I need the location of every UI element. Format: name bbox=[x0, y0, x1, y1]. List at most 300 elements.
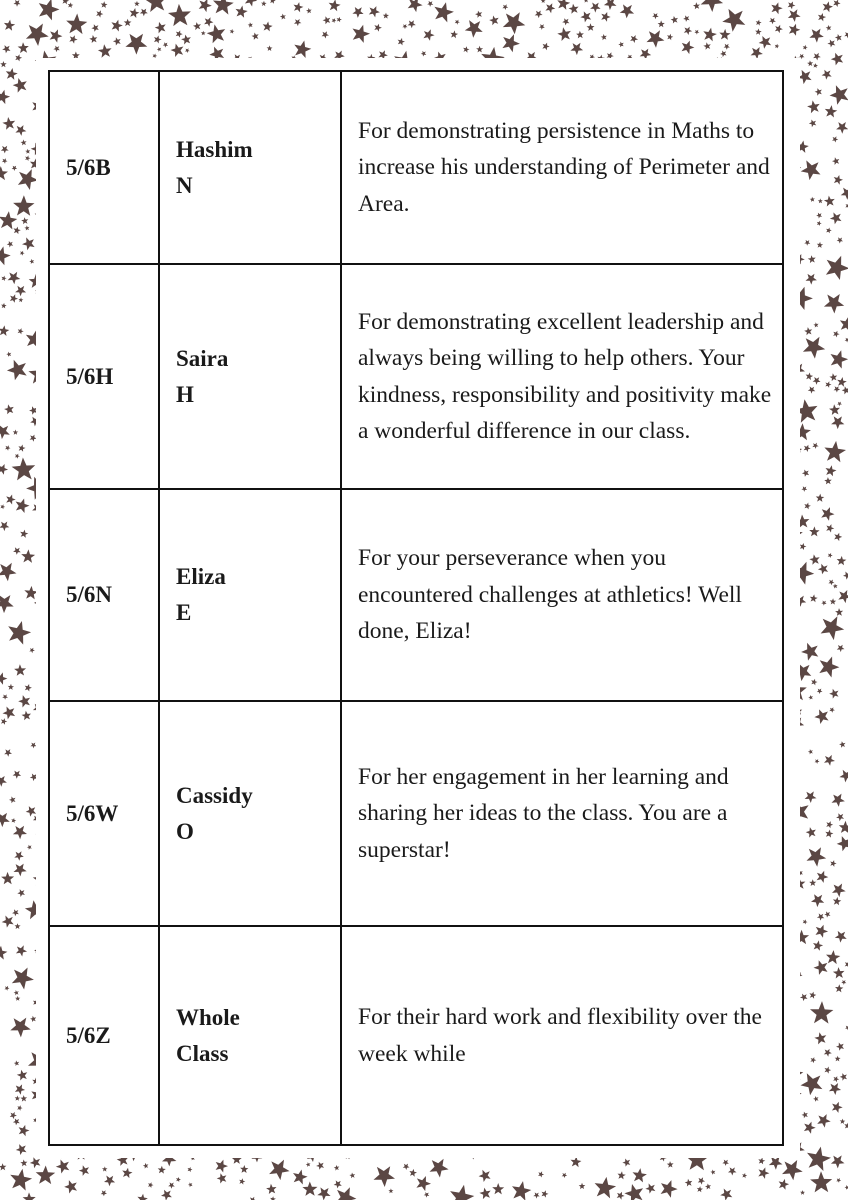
star-icon bbox=[79, 1165, 89, 1176]
student-name-cell bbox=[159, 926, 341, 1145]
award-row-5-6w bbox=[49, 701, 783, 926]
star-icon bbox=[489, 16, 499, 26]
star-icon bbox=[168, 4, 191, 26]
star-icon bbox=[811, 679, 817, 686]
star-icon bbox=[803, 919, 808, 924]
star-icon bbox=[617, 1192, 625, 1200]
star-icon bbox=[618, 1171, 626, 1179]
star-icon bbox=[810, 197, 815, 202]
star-icon bbox=[810, 1171, 832, 1192]
star-icon bbox=[782, 1160, 803, 1180]
star-icon bbox=[758, 1167, 769, 1179]
star-icon bbox=[533, 1192, 539, 1198]
star-icon bbox=[542, 43, 549, 51]
star-icon bbox=[758, 1157, 765, 1164]
star-icon bbox=[293, 1170, 308, 1185]
star-icon bbox=[294, 2, 304, 12]
student-last-initial: O bbox=[176, 818, 194, 844]
star-icon bbox=[20, 530, 28, 538]
star-icon bbox=[829, 373, 837, 381]
star-icon bbox=[542, 1190, 549, 1197]
star-icon bbox=[145, 0, 168, 12]
star-icon bbox=[809, 554, 819, 564]
star-icon bbox=[91, 24, 98, 32]
star-icon bbox=[188, 1182, 193, 1187]
star-icon bbox=[98, 44, 112, 58]
star-icon bbox=[755, 29, 762, 36]
star-icon bbox=[803, 45, 808, 50]
star-icon bbox=[812, 443, 818, 449]
star-icon bbox=[383, 13, 389, 19]
star-icon bbox=[13, 78, 27, 93]
star-icon bbox=[818, 564, 828, 575]
star-icon bbox=[270, 1196, 276, 1200]
star-icon bbox=[294, 41, 311, 59]
star-icon bbox=[14, 664, 26, 676]
star-icon bbox=[424, 1192, 430, 1198]
student-last-initial: N bbox=[176, 172, 193, 198]
star-icon bbox=[13, 771, 22, 779]
star-icon bbox=[698, 1177, 705, 1184]
star-icon bbox=[817, 871, 829, 883]
star-icon bbox=[645, 1183, 655, 1193]
award-message-cell: For demonstrating excellent leadership and always being willing to help others. Your kindness, responsibility and positivity make a wonderful difference in our class. bbox=[341, 264, 783, 489]
star-icon bbox=[20, 1095, 27, 1102]
star-icon bbox=[199, 0, 212, 12]
star-icon bbox=[821, 507, 834, 521]
star-icon bbox=[801, 643, 818, 661]
star-icon bbox=[816, 494, 825, 502]
star-icon bbox=[39, 0, 60, 20]
star-icon bbox=[824, 294, 844, 314]
star-icon bbox=[541, 0, 546, 3]
star-icon bbox=[24, 225, 29, 230]
star-icon bbox=[804, 327, 812, 335]
star-icon bbox=[13, 430, 18, 435]
star-icon bbox=[124, 19, 132, 26]
star-icon bbox=[421, 51, 427, 57]
star-icon bbox=[369, 6, 380, 17]
star-icon bbox=[143, 1163, 149, 1169]
star-icon bbox=[4, 20, 15, 31]
star-icon bbox=[817, 242, 823, 248]
star-icon bbox=[809, 29, 823, 43]
star-icon bbox=[839, 821, 848, 834]
star-icon bbox=[845, 338, 848, 343]
star-icon bbox=[803, 337, 825, 359]
star-icon bbox=[728, 1167, 737, 1175]
star-icon bbox=[450, 30, 458, 38]
star-icon bbox=[21, 140, 27, 146]
star-icon bbox=[15, 996, 20, 1001]
star-icon bbox=[840, 1119, 846, 1124]
star-icon bbox=[535, 11, 543, 19]
star-icon bbox=[6, 352, 11, 357]
star-icon bbox=[430, 1159, 449, 1178]
star-icon bbox=[587, 23, 595, 31]
star-icon bbox=[163, 42, 168, 47]
star-icon bbox=[805, 791, 817, 803]
star-icon bbox=[569, 4, 579, 14]
star-icon bbox=[416, 1176, 431, 1191]
star-icon bbox=[801, 1073, 823, 1095]
star-icon bbox=[667, 34, 673, 41]
star-icon bbox=[836, 1043, 844, 1051]
star-icon bbox=[816, 213, 822, 219]
star-icon bbox=[826, 465, 837, 476]
star-icon bbox=[834, 386, 841, 392]
award-message-cell: For her engagement in her learning and sharing her ideas to the class. You are a superstar! bbox=[341, 701, 783, 926]
star-icon bbox=[267, 45, 273, 51]
star-icon bbox=[0, 946, 7, 960]
star-icon bbox=[818, 198, 823, 203]
star-icon bbox=[181, 35, 191, 45]
star-icon bbox=[68, 2, 74, 8]
star-icon bbox=[661, 1180, 678, 1198]
star-icon bbox=[329, 0, 341, 11]
star-icon bbox=[815, 759, 820, 764]
star-icon bbox=[806, 827, 816, 838]
star-icon bbox=[844, 1122, 848, 1129]
star-icon bbox=[831, 1155, 845, 1168]
star-icon bbox=[168, 1182, 175, 1188]
star-icon bbox=[813, 63, 818, 68]
star-icon bbox=[813, 322, 818, 327]
star-icon bbox=[20, 1160, 27, 1167]
student-last-initial: Class bbox=[176, 1040, 229, 1066]
star-icon bbox=[824, 196, 835, 207]
star-icon bbox=[828, 553, 833, 558]
star-icon bbox=[821, 616, 845, 640]
star-icon bbox=[21, 217, 28, 224]
student-last-initial: H bbox=[176, 381, 194, 407]
student-name-cell bbox=[159, 71, 341, 264]
star-icon bbox=[833, 1076, 839, 1082]
star-icon bbox=[830, 598, 837, 604]
star-icon bbox=[323, 16, 331, 24]
star-icon bbox=[1, 872, 14, 884]
star-icon bbox=[158, 1166, 166, 1174]
star-icon bbox=[13, 195, 34, 215]
star-icon bbox=[807, 1147, 831, 1171]
star-icon bbox=[830, 860, 836, 867]
star-icon bbox=[788, 2, 796, 10]
star-icon bbox=[840, 1073, 847, 1081]
star-icon bbox=[2, 158, 8, 164]
star-icon bbox=[825, 105, 838, 117]
star-icon bbox=[15, 286, 26, 297]
star-icon bbox=[294, 19, 301, 26]
star-icon bbox=[804, 1122, 816, 1134]
star-icon bbox=[16, 945, 27, 956]
star-icon bbox=[590, 3, 601, 13]
star-icon bbox=[840, 317, 848, 332]
star-icon bbox=[624, 1184, 643, 1200]
star-icon bbox=[833, 0, 840, 7]
star-icon bbox=[26, 806, 36, 817]
star-icon bbox=[724, 44, 730, 50]
star-icon bbox=[22, 237, 35, 250]
class-cell: 5/6H bbox=[49, 264, 159, 489]
star-icon bbox=[14, 864, 27, 877]
star-icon bbox=[0, 522, 9, 532]
student-first-name: Hashim bbox=[176, 136, 253, 162]
award-row-5-6z bbox=[49, 926, 783, 1145]
star-icon bbox=[280, 14, 286, 20]
star-icon bbox=[96, 10, 103, 17]
star-icon bbox=[601, 12, 610, 22]
star-icon bbox=[408, 0, 423, 12]
star-icon bbox=[0, 672, 7, 684]
star-icon bbox=[807, 100, 820, 113]
star-icon bbox=[374, 24, 382, 32]
star-icon bbox=[804, 445, 811, 452]
star-icon bbox=[835, 984, 843, 992]
star-icon bbox=[25, 684, 32, 692]
star-icon bbox=[538, 1171, 544, 1177]
star-icon bbox=[829, 404, 840, 415]
star-icon bbox=[15, 1084, 25, 1094]
star-icon bbox=[842, 386, 848, 394]
star-icon bbox=[831, 416, 844, 429]
star-icon bbox=[788, 9, 801, 22]
star-icon bbox=[562, 1173, 568, 1178]
star-icon bbox=[479, 1188, 490, 1200]
award-message-cell: For their hard work and flexibility over the week while bbox=[341, 926, 783, 1145]
star-icon bbox=[831, 53, 843, 66]
star-icon bbox=[23, 1192, 36, 1200]
star-icon bbox=[817, 689, 823, 695]
star-icon bbox=[832, 136, 838, 142]
star-icon bbox=[2, 916, 14, 928]
star-icon bbox=[604, 0, 617, 10]
star-icon bbox=[841, 980, 846, 985]
star-icon bbox=[0, 61, 7, 67]
star-icon bbox=[813, 377, 821, 385]
star-icon bbox=[134, 1, 140, 6]
star-icon bbox=[802, 1112, 808, 1119]
star-icon bbox=[13, 826, 27, 840]
star-icon bbox=[831, 350, 848, 368]
star-icon bbox=[824, 755, 835, 766]
star-icon bbox=[12, 909, 19, 916]
star-icon bbox=[334, 1180, 342, 1188]
star-icon bbox=[809, 879, 816, 886]
star-icon bbox=[245, 0, 257, 7]
star-icon bbox=[823, 1, 833, 12]
star-icon bbox=[465, 20, 483, 38]
star-icon bbox=[53, 46, 59, 53]
star-icon bbox=[130, 8, 140, 18]
star-icon bbox=[839, 741, 845, 748]
star-icon bbox=[26, 24, 49, 47]
star-icon bbox=[217, 1173, 227, 1183]
star-icon bbox=[353, 25, 371, 43]
star-icon bbox=[388, 1188, 393, 1193]
star-icon bbox=[0, 813, 10, 827]
star-icon bbox=[557, 0, 570, 10]
star-icon bbox=[306, 8, 312, 14]
star-icon bbox=[30, 1157, 41, 1168]
star-icon bbox=[843, 572, 848, 580]
star-icon bbox=[13, 547, 21, 555]
star-icon bbox=[207, 24, 226, 43]
star-icon bbox=[14, 1060, 19, 1066]
star-icon bbox=[827, 40, 835, 48]
star-icon bbox=[816, 925, 829, 938]
star-icon bbox=[0, 90, 10, 104]
star-icon bbox=[839, 770, 848, 783]
star-icon bbox=[15, 454, 20, 459]
star-icon bbox=[512, 1181, 531, 1200]
star-icon bbox=[703, 42, 711, 50]
star-icon bbox=[1, 303, 7, 309]
star-icon bbox=[374, 1166, 396, 1187]
star-icon bbox=[837, 645, 845, 652]
star-icon bbox=[0, 464, 8, 475]
star-icon bbox=[14, 227, 21, 235]
star-icon bbox=[16, 499, 30, 514]
star-icon bbox=[771, 2, 782, 14]
star-icon bbox=[825, 381, 831, 388]
star-icon bbox=[29, 259, 34, 264]
star-icon bbox=[66, 14, 87, 35]
student-first-name: Cassidy bbox=[176, 782, 253, 808]
star-icon bbox=[113, 37, 121, 45]
star-icon bbox=[756, 20, 762, 26]
star-icon bbox=[89, 35, 97, 43]
star-icon bbox=[826, 950, 840, 964]
star-icon bbox=[492, 1183, 504, 1194]
star-icon bbox=[18, 445, 25, 452]
star-icon bbox=[427, 1, 433, 7]
star-icon bbox=[835, 931, 847, 943]
star-icon bbox=[759, 36, 772, 49]
star-icon bbox=[583, 0, 588, 3]
star-icon bbox=[266, 1184, 276, 1194]
star-icon bbox=[811, 894, 824, 907]
star-icon bbox=[808, 749, 813, 754]
star-icon bbox=[11, 818, 16, 823]
star-icon bbox=[155, 22, 166, 34]
star-icon bbox=[571, 1156, 582, 1167]
star-icon bbox=[322, 31, 329, 38]
star-icon bbox=[697, 1186, 703, 1192]
star-icon bbox=[0, 246, 11, 265]
star-icon bbox=[14, 990, 19, 995]
class-cell: 5/6N bbox=[49, 489, 159, 701]
star-icon bbox=[683, 15, 689, 22]
star-icon bbox=[252, 33, 259, 40]
star-icon bbox=[213, 0, 234, 15]
star-icon bbox=[239, 1178, 245, 1184]
star-icon bbox=[101, 1, 108, 8]
star-icon bbox=[402, 24, 407, 29]
star-icon bbox=[463, 46, 469, 53]
star-icon bbox=[20, 251, 25, 256]
star-icon bbox=[836, 1178, 841, 1183]
award-message-cell: For your perseverance when you encountered challenges at athletics! Well done, Eliza! bbox=[341, 489, 783, 701]
award-message-cell: For demonstrating persistence in Maths to increase his understanding of Perimeter and Area. bbox=[341, 71, 783, 264]
star-icon bbox=[800, 1190, 805, 1195]
star-icon bbox=[832, 794, 845, 807]
star-icon bbox=[789, 24, 800, 36]
star-icon bbox=[18, 42, 29, 53]
star-icon bbox=[248, 22, 253, 27]
star-icon bbox=[652, 13, 659, 19]
star-icon bbox=[832, 1102, 843, 1113]
star-icon bbox=[825, 1067, 832, 1074]
star-icon bbox=[25, 155, 30, 161]
star-icon bbox=[102, 1166, 108, 1171]
star-icon bbox=[409, 1169, 417, 1177]
star-icon bbox=[455, 20, 460, 25]
star-icon bbox=[570, 43, 583, 55]
star-icon bbox=[10, 1112, 17, 1119]
star-icon bbox=[1, 146, 9, 154]
star-icon bbox=[810, 1001, 833, 1024]
star-icon bbox=[800, 543, 807, 550]
star-icon bbox=[804, 503, 811, 510]
star-icon bbox=[56, 1160, 70, 1174]
star-icon bbox=[64, 1180, 77, 1193]
star-icon bbox=[450, 1185, 474, 1200]
star-icon bbox=[2, 117, 15, 130]
star-icon bbox=[722, 9, 745, 32]
star-icon bbox=[122, 1168, 132, 1178]
star-icon bbox=[12, 458, 36, 481]
star-icon bbox=[809, 120, 817, 128]
star-icon bbox=[302, 1182, 317, 1196]
star-icon bbox=[824, 911, 830, 917]
star-icon bbox=[216, 1160, 228, 1173]
star-icon bbox=[15, 54, 22, 61]
star-icon bbox=[21, 549, 35, 563]
student-first-name: Saira bbox=[176, 345, 229, 371]
student-first-name: Eliza bbox=[176, 564, 226, 589]
star-icon bbox=[9, 796, 16, 803]
star-icon bbox=[822, 70, 832, 80]
star-icon bbox=[17, 1070, 28, 1081]
star-icon bbox=[775, 44, 780, 49]
star-icon bbox=[579, 1183, 586, 1189]
star-icon bbox=[0, 425, 10, 439]
star-icon bbox=[17, 889, 25, 897]
star-icon bbox=[667, 1161, 674, 1168]
star-icon bbox=[814, 960, 828, 975]
star-icon bbox=[835, 608, 843, 616]
star-icon bbox=[826, 524, 834, 532]
star-icon bbox=[6, 495, 16, 505]
star-icon bbox=[19, 1125, 30, 1136]
star-icon bbox=[4, 749, 12, 757]
student-name-cell bbox=[159, 489, 341, 701]
star-icon bbox=[833, 967, 845, 978]
star-icon bbox=[817, 221, 822, 226]
star-icon bbox=[3, 707, 16, 720]
star-icon bbox=[824, 477, 832, 484]
star-icon bbox=[503, 12, 526, 34]
star-icon bbox=[801, 160, 821, 180]
star-icon bbox=[545, 3, 555, 13]
star-icon bbox=[15, 923, 21, 929]
star-icon bbox=[0, 211, 17, 229]
star-icon bbox=[826, 821, 833, 828]
star-icon bbox=[29, 648, 35, 654]
star-icon bbox=[22, 711, 32, 721]
star-icon bbox=[806, 373, 814, 381]
star-icon bbox=[818, 13, 826, 21]
